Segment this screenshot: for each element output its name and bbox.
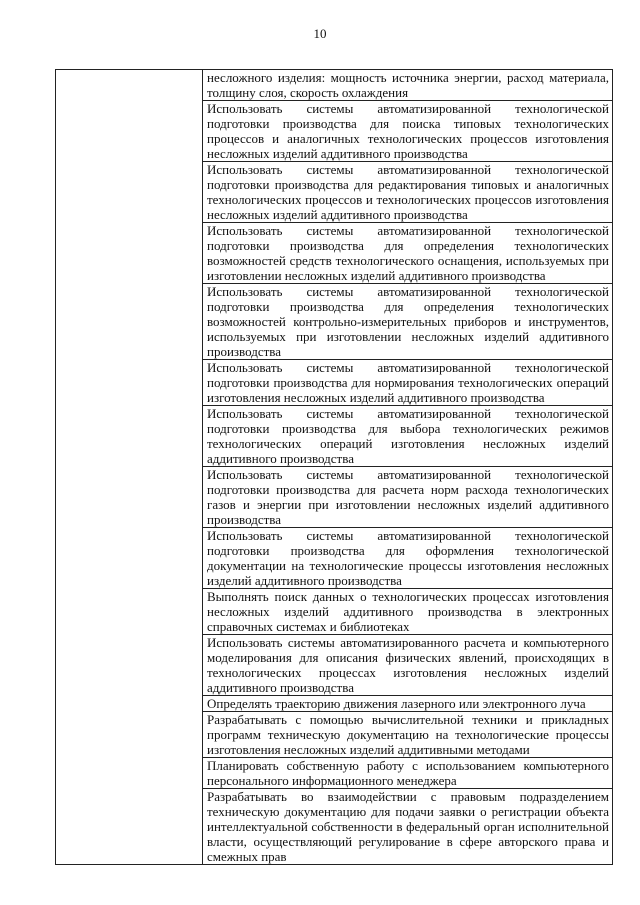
table-cell [203, 70, 613, 101]
skill-text: Использовать системы автоматизированной технологической подготовки производства для оформления технологической документации на технологические процессы изготовления несложных изделий аддитивного производства [207, 528, 609, 588]
skill-text: Определять траекторию движения лазерного или электронного луча [207, 696, 586, 711]
skill-text: Использовать системы автоматизированной технологической подготовки производства для нормирования технологических операций изготовления несложных изделий аддитивного производства [207, 360, 609, 405]
table-row [56, 70, 613, 101]
empty-label-cell [56, 70, 203, 865]
table-cell [203, 789, 613, 865]
table-cell [203, 162, 613, 223]
table-cell [203, 758, 613, 789]
skill-text: Использовать системы автоматизированной технологической подготовки производства для расчета норм расхода технологических газов и энергии при изготовлении несложных изделий аддитивного производства [207, 467, 609, 527]
table-cell [203, 467, 613, 528]
skill-text: Использовать системы автоматизированной технологической подготовки производства для определения технологических возможностей контрольно-измерительных приборов и инструментов, используемых при изготовлении несложных изделий аддитивного производства [207, 284, 609, 359]
table-cell [203, 528, 613, 589]
skill-text: Использовать системы автоматизированной технологической подготовки производства для редактирования типовых и аналогичных технологических процессов и технологических процессов изготовления несложных изделий аддитивного производства [207, 162, 609, 222]
table-cell [203, 406, 613, 467]
skill-text: Использовать системы автоматизированной технологической подготовки производства для поиска типовых технологических процессов и аналогичных технологических процессов изготовления несложных изделий аддитивного производства [207, 101, 609, 161]
table-cell [203, 635, 613, 696]
skill-text: Планировать собственную работу с использованием компьютерного персонального информационного менеджера [207, 758, 609, 788]
skills-table [55, 69, 613, 865]
skill-text: Разрабатывать с помощью вычислительной техники и прикладных программ техническую документацию на технологические процессы изготовления несложных изделий аддитивными методами [207, 712, 609, 757]
skill-text: Использовать системы автоматизированного расчета и компьютерного моделирования для описания физических явлений, происходящих в технологических процессах изготовления несложных изделий аддитивного производства [207, 635, 609, 695]
skill-text: Использовать системы автоматизированной технологической подготовки производства для определения технологических возможностей средств технологического оснащения, используемых при изготовлении несложных изделий аддитивного производства [207, 223, 609, 283]
page-number: 10 [313, 26, 327, 41]
skill-text: Использовать системы автоматизированной технологической подготовки производства для выбора технологических режимов технологических операций изготовления несложных изделий аддитивного производства [207, 406, 609, 466]
skill-text: Разрабатывать во взаимодействии с правовым подразделением техническую документацию для подачи заявки о регистрации объекта интеллектуальной собственности в федеральный орган исполнительной власти, осуществляющий регулирование в сфере авторского права и смежных прав [207, 789, 609, 864]
table-cell [203, 284, 613, 360]
skill-text: несложного изделия: мощность источника энергии, расход материала, толщину слоя, скорость охлаждения [207, 70, 609, 100]
table-cell [203, 223, 613, 284]
skill-text: Выполнять поиск данных о технологических процессах изготовления несложных изделий аддитивного производства в электронных справочных системах и библиотеках [207, 589, 609, 634]
table-cell [203, 696, 613, 712]
table-cell [203, 360, 613, 406]
table-cell [203, 712, 613, 758]
table-cell [203, 101, 613, 162]
table-cell [203, 589, 613, 635]
